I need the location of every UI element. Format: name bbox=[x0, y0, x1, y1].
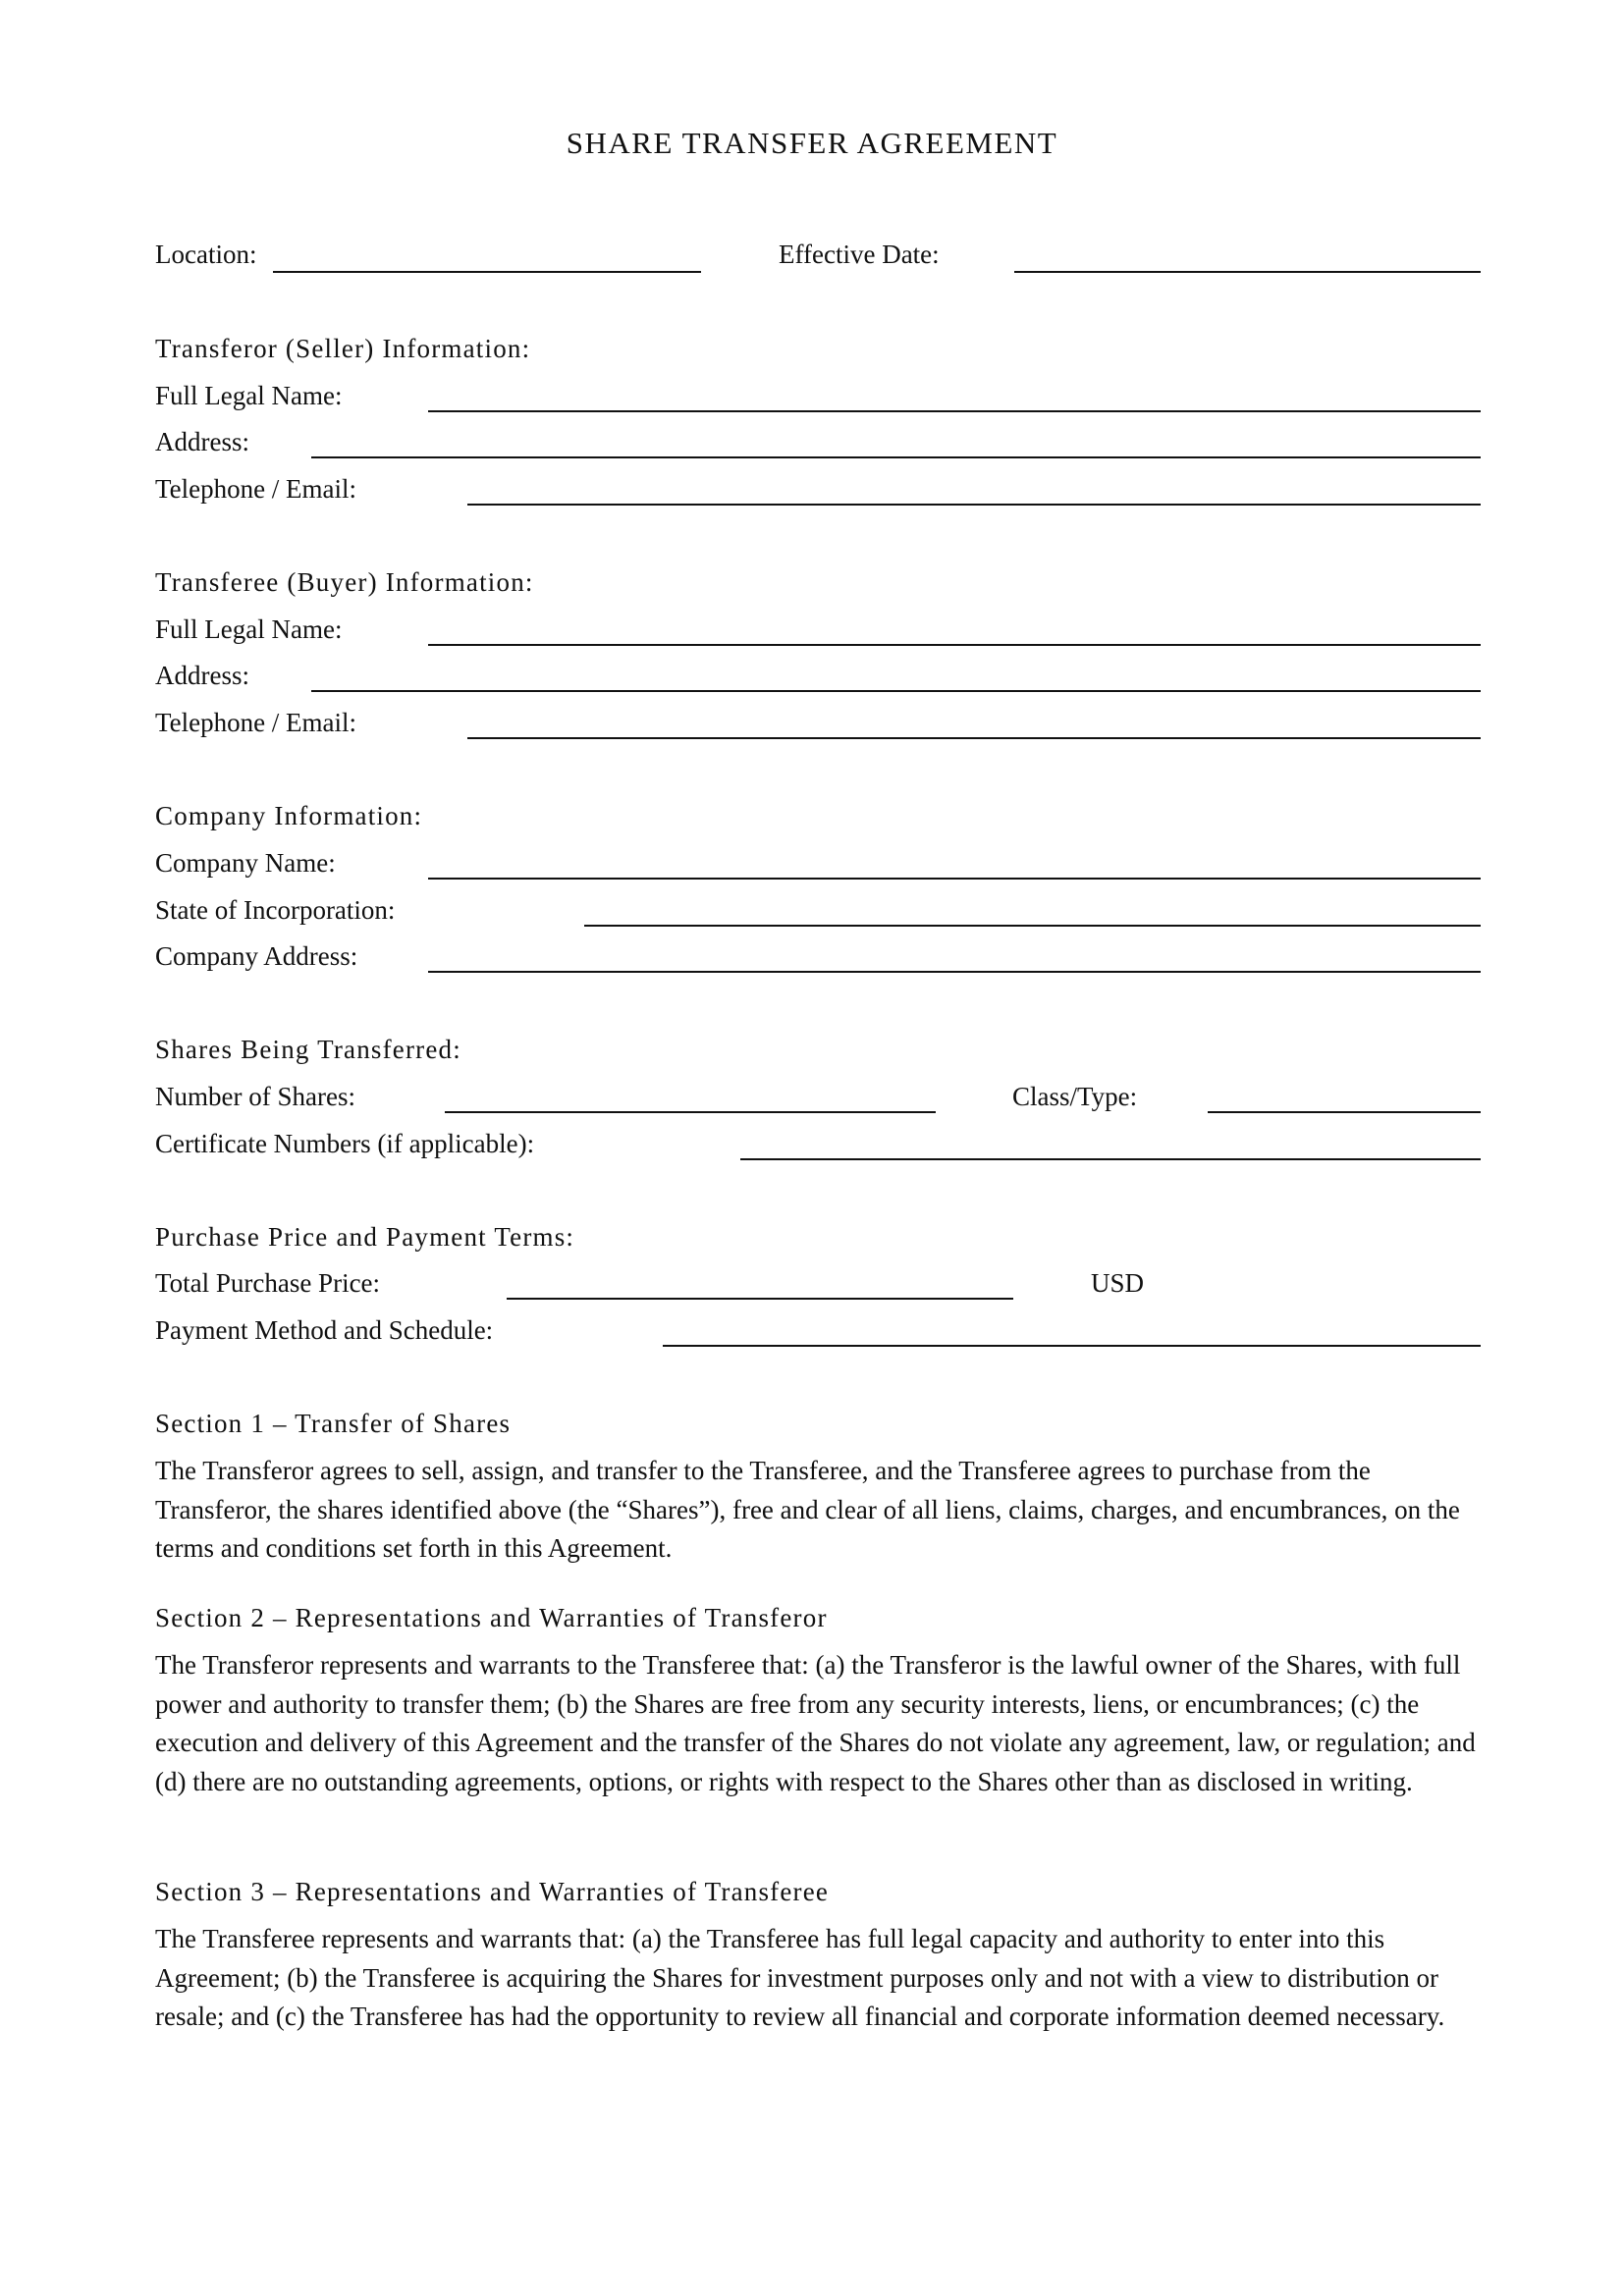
company-address-label: Company Address: bbox=[155, 941, 358, 971]
number-of-shares-field[interactable] bbox=[445, 1111, 936, 1113]
section-3-heading: Section 3 – Representations and Warranties of Transferee bbox=[155, 1877, 830, 1906]
transferee-address-label: Address: bbox=[155, 661, 249, 690]
section-2-heading: Section 2 – Representations and Warranties of Transferor bbox=[155, 1603, 828, 1632]
location-field[interactable] bbox=[273, 271, 701, 273]
transferor-heading: Transferor (Seller) Information: bbox=[155, 334, 531, 363]
certificate-numbers-label: Certificate Numbers (if applicable): bbox=[155, 1129, 535, 1158]
effective-date-field[interactable] bbox=[1014, 271, 1481, 273]
state-of-incorporation-label: State of Incorporation: bbox=[155, 895, 396, 925]
state-of-incorporation-field[interactable] bbox=[584, 925, 1481, 927]
transferor-contact-label: Telephone / Email: bbox=[155, 474, 357, 504]
shares-heading: Shares Being Transferred: bbox=[155, 1035, 461, 1064]
transferee-address-field[interactable] bbox=[311, 690, 1481, 692]
company-name-label: Company Name: bbox=[155, 848, 336, 878]
purchase-heading: Purchase Price and Payment Terms: bbox=[155, 1222, 575, 1252]
section-1-body: The Transferor agrees to sell, assign, and transfer to the Transferee, and the Transferee agrees to purchase from the Transferor, the shares identified above (the “Shares”), free and clear of all liens, claims, charges, and encumbrances, on the terms and conditions set forth in this Agreement. bbox=[155, 1456, 1460, 1563]
payment-method-field[interactable] bbox=[663, 1345, 1481, 1347]
effective-date-label: Effective Date: bbox=[779, 240, 940, 269]
transferor-contact-field[interactable] bbox=[467, 504, 1481, 506]
company-address-field[interactable] bbox=[428, 971, 1481, 973]
transferee-full-name-label: Full Legal Name: bbox=[155, 614, 343, 644]
section-1-heading: Section 1 – Transfer of Shares bbox=[155, 1409, 512, 1438]
transferor-address-field[interactable] bbox=[311, 456, 1481, 458]
number-of-shares-label: Number of Shares: bbox=[155, 1082, 355, 1111]
document-title: SHARE TRANSFER AGREEMENT bbox=[566, 126, 1058, 160]
transferor-full-name-label: Full Legal Name: bbox=[155, 381, 343, 410]
company-name-field[interactable] bbox=[428, 878, 1481, 880]
section-3-body: The Transferee represents and warrants that: (a) the Transferee has full legal capacity and authority to enter into this Agreement; (b) the Transferee is acquiring the Shares for investment purposes only and not with a view to distribution or resale; and (c) the Transferee has had the opportunity to review all financial and corporate information deemed necessary. bbox=[155, 1924, 1445, 2031]
company-heading: Company Information: bbox=[155, 801, 423, 830]
location-label: Location: bbox=[155, 240, 257, 269]
currency-label: USD bbox=[1091, 1268, 1145, 1298]
section-2-body: The Transferor represents and warrants to the Transferee that: (a) the Transferor is the lawful owner of the Shares, with full power and authority to transfer them; (b) the Shares are free from any security interests, liens, or encumbrances; (c) the execution and delivery of this Agreement and the transfer of the Shares do not violate any agreement, law, or regulation; and (d) there are no outstanding agreements, options, or rights with respect to the Shares other than as disclosed in writing. bbox=[155, 1650, 1476, 1796]
transferee-contact-field[interactable] bbox=[467, 737, 1481, 739]
class-type-field[interactable] bbox=[1208, 1111, 1481, 1113]
payment-method-label: Payment Method and Schedule: bbox=[155, 1315, 494, 1345]
total-purchase-price-field[interactable] bbox=[507, 1298, 1013, 1300]
total-purchase-price-label: Total Purchase Price: bbox=[155, 1268, 381, 1298]
transferee-full-name-field[interactable] bbox=[428, 644, 1481, 646]
transferor-address-label: Address: bbox=[155, 427, 249, 456]
class-type-label: Class/Type: bbox=[1012, 1082, 1138, 1111]
transferor-full-name-field[interactable] bbox=[428, 410, 1481, 412]
certificate-numbers-field[interactable] bbox=[740, 1158, 1481, 1160]
transferee-heading: Transferee (Buyer) Information: bbox=[155, 567, 534, 597]
transferee-contact-label: Telephone / Email: bbox=[155, 708, 357, 737]
